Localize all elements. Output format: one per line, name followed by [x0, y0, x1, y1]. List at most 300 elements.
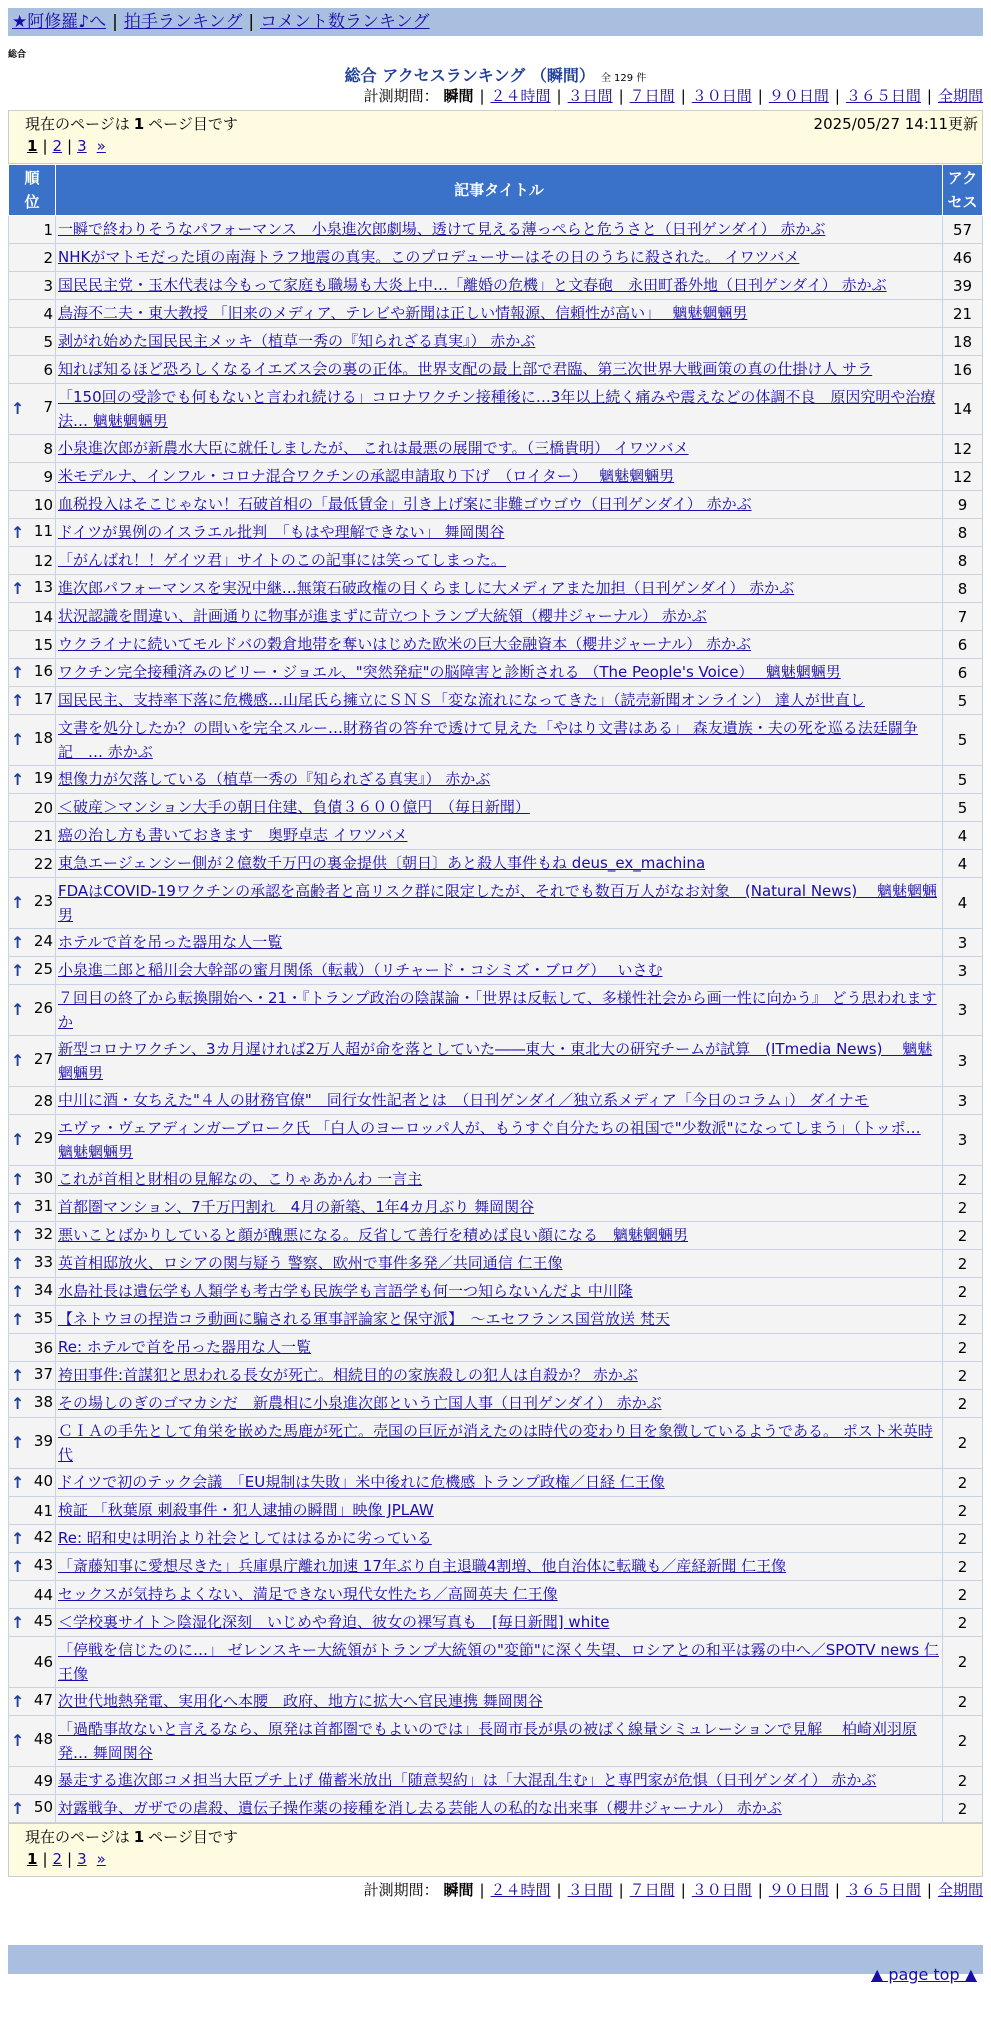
rank-number: 14: [33, 607, 53, 626]
access-count: 12: [943, 435, 983, 463]
title-cell: [56, 300, 943, 328]
table-row: [9, 547, 983, 575]
section-label: 総合: [8, 50, 27, 60]
up-arrow-icon: ↑: [11, 1000, 25, 1019]
access-count: 5: [943, 715, 983, 766]
rank-cell: [9, 1525, 56, 1553]
rank-cell: [9, 659, 56, 687]
rank-cell: [9, 929, 56, 957]
access-count: 2: [943, 1637, 983, 1688]
period-link-30d[interactable]: ３０日間: [691, 87, 752, 105]
page-current: 1: [27, 137, 38, 155]
period-link-3d[interactable]: ３日間: [567, 1881, 613, 1899]
table-row: [9, 929, 983, 957]
title-cell: [56, 631, 943, 659]
rank-number: 48: [33, 1730, 53, 1748]
rank-number: 17: [33, 689, 53, 708]
article-title-link[interactable]: Re: 昭和史は明治より社会としてははるかに劣っている: [58, 1529, 432, 1547]
table-row: [9, 1250, 983, 1278]
access-count: 2: [943, 1525, 983, 1553]
access-count: 2: [943, 1609, 983, 1637]
table-row: [9, 715, 983, 766]
title-cell: [56, 1250, 943, 1278]
access-count: 2: [943, 1767, 983, 1795]
ranking-table-body: [9, 216, 983, 1823]
rank-number: 15: [33, 635, 53, 654]
access-count: 8: [943, 575, 983, 603]
rank-number: 6: [43, 360, 53, 379]
up-arrow-icon: ↑: [11, 769, 25, 789]
period-link-24h[interactable]: ２４時間: [490, 1881, 551, 1899]
rank-cell: [9, 1362, 56, 1390]
rank-number: 19: [33, 768, 53, 787]
table-row: [9, 1334, 983, 1362]
access-count: 2: [943, 1469, 983, 1497]
article-title-link[interactable]: 袴田事件:首謀犯と思われる長女が死亡。相続目的の家族殺しの犯人は自殺か？ 赤かぶ: [58, 1366, 638, 1384]
period-link-all[interactable]: 全期間: [937, 1881, 983, 1899]
title-cell: [56, 1036, 943, 1087]
title-cell: [56, 1525, 943, 1553]
article-title-link[interactable]: 水島社長は遺伝学も人類学も考古学も民族学も言語学も何一つ知らないんだよ 中川隆: [58, 1282, 633, 1300]
access-count: 18: [943, 328, 983, 356]
up-arrow-icon: ↑: [11, 1433, 25, 1452]
page-next-link[interactable]: »: [96, 137, 106, 155]
up-arrow-icon: ↑: [11, 522, 25, 542]
up-arrow-icon: ↑: [11, 960, 25, 980]
article-title-link[interactable]: これが首相と財相の見解なの、こりゃあかんわ 一言主: [58, 1170, 423, 1188]
title-cell: [56, 356, 943, 384]
rank-number: 12: [33, 551, 53, 570]
rank-number: 23: [33, 892, 53, 910]
nav-link-applause-ranking[interactable]: 拍手ランキング: [123, 12, 243, 32]
article-title-link[interactable]: 対露戦争、ガザでの虐殺、遺伝子操作薬の接種を消し去る芸能人の私的な出来事（櫻井ジャーナル） 赤かぶ: [58, 1799, 782, 1817]
article-title-link[interactable]: 「停戦を信じたのに…」 ゼレンスキー大統領がトランプ大統領の"変節"に深く失望、ロシアとの和平は霧の中へ／SPOTV news 仁王像: [58, 1641, 939, 1683]
header-rank: 順 位: [9, 165, 56, 216]
access-count: 8: [943, 519, 983, 547]
rank-number: 20: [33, 798, 53, 817]
rank-cell: [9, 463, 56, 491]
title-cell: [56, 985, 943, 1036]
period-label: 計測期間：: [363, 1881, 439, 1899]
up-arrow-icon: ↑: [11, 578, 25, 598]
article-title-link[interactable]: 国民民主党・玉木代表は今もって家庭も職場も大炎上中…「離婚の危機」と文春砲 永田町番外地（日刊ゲンダイ） 赤かぶ: [58, 276, 887, 294]
up-arrow-icon: ↑: [11, 730, 25, 749]
article-title-link[interactable]: 進次郎パフォーマンスを実況中継…無策石破政権の目くらましに大メディアまた加担（日刊ゲンダイ） 赤かぶ: [58, 579, 795, 597]
access-count: 2: [943, 1716, 983, 1767]
article-title-link[interactable]: 癌の治し方も書いておきます 奥野卓志 イワツバメ: [58, 826, 408, 844]
article-title-link[interactable]: ＜破産＞マンション大手の朝日住建、負債３６００億円 （毎日新聞）: [58, 798, 530, 816]
table-row: [9, 463, 983, 491]
up-arrow-icon: ↑: [11, 1393, 25, 1413]
title-cell: [56, 328, 943, 356]
title-cell: [56, 659, 943, 687]
table-row: [9, 687, 983, 715]
up-arrow-icon: ↑: [11, 1281, 25, 1301]
title-cell: [56, 1222, 943, 1250]
table-header-row: [9, 165, 983, 216]
rank-cell: [9, 1278, 56, 1306]
rank-number: 49: [33, 1771, 53, 1790]
article-title-link[interactable]: 検証 「秋葉原 刺殺事件・犯人逮捕の瞬間」映像 JPLAW: [58, 1501, 434, 1519]
page-link-3[interactable]: 3: [77, 137, 87, 155]
article-title-link[interactable]: 悪いことばかりしていると顔が醜悪になる。反省して善行を積めば良い顔になる 魑魅魍魎男: [58, 1226, 689, 1244]
up-arrow-icon: ↑: [11, 1365, 25, 1385]
rank-number: 24: [33, 931, 53, 950]
table-row: [9, 272, 983, 300]
article-title-link[interactable]: 血税投入はそこじゃない！石破首相の「最低賃金」引き上げ案に非難ゴウゴウ（日刊ゲンダイ） 赤かぶ: [58, 495, 752, 513]
title-cell: [56, 1497, 943, 1525]
title-cell: [56, 1469, 943, 1497]
rank-cell: [9, 878, 56, 929]
article-title-link[interactable]: 中川に酒・女ちえた"４人の財務官僚" 同行女性記者とは （日刊ゲンダイ／独立系メディア「今日のコラム」） ダイナモ: [58, 1091, 869, 1109]
period-link-3d[interactable]: ３日間: [567, 87, 613, 105]
table-row: [9, 1194, 983, 1222]
up-arrow-icon: ↑: [11, 1798, 25, 1818]
rank-cell: [9, 384, 56, 435]
article-title-link[interactable]: 「がんばれ！！ゲイツ君」サイトのこの記事には笑ってしまった。: [58, 551, 506, 569]
table-row: [9, 957, 983, 985]
article-title-link[interactable]: ホテルで首を吊った器用な人一覧: [58, 933, 283, 951]
access-count: 2: [943, 1497, 983, 1525]
period-link-365d[interactable]: ３６５日間: [845, 87, 921, 105]
up-arrow-icon: ↑: [11, 399, 25, 418]
article-title-link[interactable]: ＣＩＡの手先として角栄を嵌めた馬鹿が死亡。売国の巨匠が消えたのは時代の変わり目を象徴しているようである。 ポスト米英時代: [58, 1422, 933, 1464]
rank-number: 30: [33, 1168, 53, 1187]
article-title-link[interactable]: FDAはCOVID-19ワクチンの承認を高齢者と高リスク群に限定したが、それでも数百万人がなお対象 (Natural News) 魑魅魍魎男: [58, 882, 937, 924]
article-title-link[interactable]: 英首相邸放火、ロシアの関与疑う 警察、欧州で事件多発／共同通信 仁王像: [58, 1254, 563, 1272]
access-count: 4: [943, 850, 983, 878]
access-count: 2: [943, 1166, 983, 1194]
access-count: 12: [943, 463, 983, 491]
title-cell: [56, 1390, 943, 1418]
title-cell: [56, 929, 943, 957]
rank-number: 33: [33, 1252, 53, 1271]
table-row: [9, 850, 983, 878]
table-row: [9, 519, 983, 547]
title-cell: [56, 603, 943, 631]
article-title-link[interactable]: 国民民主、支持率下落に危機感…山尾氏ら擁立にＳＮＳ「変な流れになってきた」（読売新聞オンライン） 達人が世直し: [58, 691, 865, 709]
table-row: [9, 1525, 983, 1553]
article-title-link[interactable]: 剥がれ始めた国民民主メッキ（植草一秀の『知られざる真実』） 赤かぶ: [58, 332, 536, 350]
title-cell: [56, 1362, 943, 1390]
period-link-30d[interactable]: ３０日間: [691, 1881, 752, 1899]
table-row: [9, 631, 983, 659]
rank-cell: [9, 822, 56, 850]
table-row: [9, 328, 983, 356]
rank-cell: [9, 631, 56, 659]
rank-number: 28: [33, 1091, 53, 1110]
article-title-link[interactable]: 「過酷事故ないと言えるなら、原発は首都圏でもよいのでは」長岡市長が県の被ばく線量シミュレーションで見解 柏崎刈羽原発… 舞岡関谷: [58, 1720, 917, 1762]
rank-number: 3: [43, 276, 53, 295]
period-link-90d[interactable]: ９０日間: [768, 1881, 829, 1899]
table-row: [9, 985, 983, 1036]
table-row: [9, 794, 983, 822]
table-row: [9, 1115, 983, 1166]
article-title-link[interactable]: Re: ホテルで首を吊った器用な人一覧: [58, 1338, 312, 1356]
title-cell: [56, 519, 943, 547]
rank-number: 13: [33, 577, 53, 596]
rank-cell: [9, 547, 56, 575]
period-selector-bottom: 計測期間： 瞬間 | ２４時間 | ３日間 | ７日間 | ３０日間 | ９０日間 | ３６５日間 | 全期間: [363, 1881, 983, 1899]
access-count: 6: [943, 631, 983, 659]
article-title-link[interactable]: エヴァ・ヴェアディンガーブローク氏 「白人のヨーロッパ人が、もうすぐ自分たちの祖国で"少数派"になってしまう」（トッポ… 魑魅魍魎男: [58, 1119, 921, 1161]
ranking-title: 総合 アクセスランキング （瞬間）: [344, 66, 595, 85]
title-cell: [56, 435, 943, 463]
up-arrow-icon: ↑: [11, 1051, 25, 1070]
up-arrow-icon: ↑: [11, 1197, 25, 1217]
access-count: 6: [943, 659, 983, 687]
rank-number: 38: [33, 1392, 53, 1411]
table-row: [9, 1581, 983, 1609]
table-row: [9, 1609, 983, 1637]
access-count: 2: [943, 1688, 983, 1716]
paging-box-bottom: [8, 1823, 983, 1877]
table-row: [9, 356, 983, 384]
nav-link-ashura-home[interactable]: ★阿修羅♪へ: [12, 12, 107, 32]
up-arrow-icon: ↑: [11, 690, 25, 710]
table-row: [9, 1688, 983, 1716]
title-cell: [56, 878, 943, 929]
pagination-bottom: 1 | 2 | 3 »: [27, 1850, 106, 1868]
title-cell: [56, 957, 943, 985]
article-title-link[interactable]: ドイツで初のテック会議 「EU規制は失敗」米中後れに危機感 トランプ政権／日経 仁王像: [58, 1473, 665, 1491]
up-arrow-icon: ↑: [11, 1130, 25, 1149]
article-title-link[interactable]: 東急エージェンシー側が２億数千万円の裏金提供〔朝日〕あと殺人事件もね deus_ex_machina: [58, 854, 706, 872]
rank-number: 18: [33, 729, 53, 747]
rank-number: 50: [33, 1797, 53, 1816]
access-count: 2: [943, 1390, 983, 1418]
article-title-link[interactable]: 次世代地熱発電、実用化へ本腰 政府、地方に拡大へ官民連携 舞岡関谷: [58, 1692, 543, 1710]
article-title-link[interactable]: 鳥海不二夫・東大教授 「旧来のメディア、テレビや新聞は正しい情報源、信頼性が高い」 魑魅魍魎男: [58, 304, 748, 322]
table-row: [9, 1166, 983, 1194]
up-arrow-icon: ↑: [11, 1691, 25, 1711]
article-title-link[interactable]: 一瞬で終わりそうなパフォーマンス 小泉進次郎劇場、透けて見える薄っぺらと危うさと（日刊ゲンダイ） 赤かぶ: [58, 220, 826, 238]
period-link-365d[interactable]: ３６５日間: [845, 1881, 921, 1899]
page-link-3[interactable]: 3: [77, 1850, 87, 1868]
article-title-link[interactable]: ＜学校裏サイト＞陰湿化深刻 いじめや脅迫、彼女の裸写真も [毎日新聞] white: [58, 1613, 610, 1631]
rank-number: 16: [33, 661, 53, 680]
rank-cell: [9, 1469, 56, 1497]
period-link-7d[interactable]: ７日間: [629, 87, 675, 105]
rank-number: 37: [33, 1364, 53, 1383]
title-cell: [56, 547, 943, 575]
rank-cell: [9, 1115, 56, 1166]
rank-cell: [9, 1767, 56, 1795]
ranking-title-block: [0, 63, 991, 86]
title-cell: [56, 384, 943, 435]
table-row: [9, 1222, 983, 1250]
title-cell: [56, 822, 943, 850]
title-cell: [56, 850, 943, 878]
rank-number: 26: [33, 999, 53, 1017]
article-title-link[interactable]: 「斎藤知事に愛想尽きた」兵庫県庁離れ加速 17年ぶり自主退職4割増、他自治体に転職も／産経新聞 仁王像: [58, 1557, 787, 1575]
rank-cell: [9, 300, 56, 328]
period-link-7d[interactable]: ７日間: [629, 1881, 675, 1899]
article-title-link[interactable]: セックスが気持ちよくない、満足できない現代女性たち／高岡英夫 仁王像: [58, 1585, 558, 1603]
title-cell: [56, 463, 943, 491]
rank-cell: [9, 1553, 56, 1581]
table-row: [9, 1036, 983, 1087]
rank-cell: [9, 1250, 56, 1278]
access-count: 2: [943, 1581, 983, 1609]
access-count: 2: [943, 1795, 983, 1823]
up-arrow-icon: ↑: [11, 662, 25, 682]
rank-cell: [9, 1497, 56, 1525]
table-row: [9, 659, 983, 687]
period-link-90d[interactable]: ９０日間: [768, 87, 829, 105]
table-row: [9, 822, 983, 850]
article-title-link[interactable]: ウクライナに続いてモルドバの穀倉地帯を奪いはじめた欧米の巨大金融資本（櫻井ジャーナル） 赤かぶ: [58, 635, 751, 653]
title-cell: [56, 1637, 943, 1688]
up-arrow-icon: ↑: [11, 893, 25, 912]
title-cell: [56, 1581, 943, 1609]
page-current: 1: [27, 1850, 38, 1868]
article-title-link[interactable]: 新型コロナワクチン、3カ月遅ければ2万人超が命を落としていた――東大・東北大の研究チームが試算 (ITmedia News) 魑魅魍魎男: [58, 1040, 933, 1082]
title-cell: [56, 1767, 943, 1795]
page-top-link[interactable]: ▲ page top ▲: [870, 1965, 977, 1984]
title-cell: [56, 1688, 943, 1716]
access-count: 2: [943, 1362, 983, 1390]
access-count: 3: [943, 985, 983, 1036]
rank-cell: [9, 1390, 56, 1418]
rank-cell: [9, 1194, 56, 1222]
footer-bar: [8, 1945, 983, 1984]
period-link-24h[interactable]: ２４時間: [490, 87, 551, 105]
up-arrow-icon: ↑: [11, 1528, 25, 1548]
paging-status-bottom: 現在のページは 1 ページ目です: [25, 1828, 238, 1846]
rank-number: 35: [33, 1308, 53, 1327]
title-cell: [56, 244, 943, 272]
period-current: 瞬間: [443, 1881, 474, 1899]
title-cell: [56, 1418, 943, 1469]
rank-number: 21: [33, 826, 53, 845]
up-arrow-icon: ↑: [11, 1169, 25, 1189]
access-count: 3: [943, 1115, 983, 1166]
rank-cell: [9, 491, 56, 519]
period-label: 計測期間：: [363, 87, 439, 105]
rank-number: 7: [43, 398, 53, 416]
access-count: 2: [943, 1306, 983, 1334]
access-count: 2: [943, 1418, 983, 1469]
paging-box-top: [8, 110, 983, 164]
article-title-link[interactable]: 米モデルナ、インフル・コロナ混合ワクチンの承認申請取り下げ （ロイター） 魑魅魍魎男: [58, 467, 675, 485]
title-cell: [56, 687, 943, 715]
title-cell: [56, 1609, 943, 1637]
rank-cell: [9, 519, 56, 547]
top-navbar: [8, 8, 983, 36]
rank-number: 43: [33, 1555, 53, 1574]
table-row: [9, 300, 983, 328]
table-row: [9, 1418, 983, 1469]
rank-number: 4: [43, 304, 53, 323]
access-count: 4: [943, 822, 983, 850]
title-cell: [56, 766, 943, 794]
rank-cell: [9, 1334, 56, 1362]
article-title-link[interactable]: その場しのぎのゴマカシだ 新農相に小泉進次郎という亡国人事（日刊ゲンダイ） 赤かぶ: [58, 1394, 662, 1412]
article-title-link[interactable]: 小泉進次郎が新農水大臣に就任しましたが、 これは最悪の展開です。（三橋貴明） イワツバメ: [58, 439, 689, 457]
title-cell: [56, 794, 943, 822]
rank-cell: [9, 1688, 56, 1716]
rank-number: 11: [33, 521, 53, 540]
article-title-link[interactable]: 知れば知るほど恐ろしくなるイエズス会の裏の正体。世界支配の最上部で君臨、第三次世界大戦画策の真の仕掛け人 サラ: [58, 360, 873, 378]
period-link-all[interactable]: 全期間: [937, 87, 983, 105]
title-cell: [56, 715, 943, 766]
access-count: 57: [943, 216, 983, 244]
up-arrow-icon: ↑: [11, 1253, 25, 1273]
rank-cell: [9, 356, 56, 384]
nav-link-comment-ranking[interactable]: コメント数ランキング: [260, 12, 430, 32]
rank-cell: [9, 435, 56, 463]
title-cell: [56, 1334, 943, 1362]
access-count: 46: [943, 244, 983, 272]
access-count: 3: [943, 1087, 983, 1115]
page-link-2[interactable]: 2: [52, 137, 63, 155]
rank-cell: [9, 1637, 56, 1688]
article-title-link[interactable]: NHKがマトモだった頃の南海トラフ地震の真実。このプロデューサーはその日のうちに殺された。 イワツバメ: [58, 248, 800, 266]
access-count: 2: [943, 1334, 983, 1362]
table-row: [9, 766, 983, 794]
rank-number: 45: [33, 1611, 53, 1630]
rank-number: 40: [33, 1471, 53, 1490]
article-title-link[interactable]: 想像力が欠落している（植草一秀の『知られざる真実』） 赤かぶ: [58, 770, 491, 788]
rank-cell: [9, 1087, 56, 1115]
rank-number: 10: [33, 495, 53, 514]
paging-status: 現在のページは 1 ページ目です: [25, 115, 238, 133]
table-row: [9, 244, 983, 272]
article-title-link[interactable]: 【ネトウヨの捏造コラ動画に騙される軍事評論家と保守派】 ～エセフランス国営放送 梵天: [58, 1310, 670, 1328]
nav-separator: |: [112, 12, 118, 32]
table-row: [9, 1553, 983, 1581]
article-title-link[interactable]: 文書を処分したか？の問いを完全スルー…財務省の答弁で透けて見えた「やはり文書はある」 森友遺族・夫の死を巡る法廷闘争記 … 赤かぶ: [58, 719, 918, 761]
rank-cell: [9, 985, 56, 1036]
article-title-link[interactable]: 首都圏マンション、7千万円割れ 4月の新築、1年4カ月ぶり 舞岡関谷: [58, 1198, 535, 1216]
access-count: 7: [943, 603, 983, 631]
table-row: [9, 878, 983, 929]
rank-cell: [9, 244, 56, 272]
rank-cell: [9, 1418, 56, 1469]
up-arrow-icon: ↑: [11, 1731, 25, 1750]
article-title-link[interactable]: ワクチン完全接種済みのビリー・ジョエル、"突然発症"の脳障害と診断される （The People's Voice） 魑魅魍魎男: [58, 663, 841, 681]
access-count: 5: [943, 794, 983, 822]
rank-cell: [9, 1036, 56, 1087]
title-cell: [56, 1087, 943, 1115]
access-count: 2: [943, 1250, 983, 1278]
page-link-2[interactable]: 2: [52, 1850, 63, 1868]
access-count: 8: [943, 547, 983, 575]
table-row: [9, 1469, 983, 1497]
table-row: [9, 1795, 983, 1823]
rank-cell: [9, 1306, 56, 1334]
rank-cell: [9, 1166, 56, 1194]
updated-timestamp: 2025/05/27 14:11更新: [813, 115, 978, 133]
access-count: 2: [943, 1553, 983, 1581]
rank-cell: [9, 272, 56, 300]
access-count: 3: [943, 957, 983, 985]
title-cell: [56, 1115, 943, 1166]
rank-cell: [9, 575, 56, 603]
table-row: [9, 1087, 983, 1115]
article-title-link[interactable]: 小泉進二郎と稲川会大幹部の蜜月関係（転載）（リチャード・コシミズ・ブログ） いさむ: [58, 961, 663, 979]
article-title-link[interactable]: ７回目の終了から転換開始へ・21・『トランプ政治の陰謀論・「世界は反転して、多様性社会から画一性に向かう』 どう思われますか: [58, 989, 937, 1031]
article-title-link[interactable]: ドイツが異例のイスラエル批判 「もはや理解できない」 舞岡関谷: [58, 523, 505, 541]
article-title-link[interactable]: 状況認識を間違い、計画通りに物事が進まずに苛立つトランプ大統領（櫻井ジャーナル） 赤かぶ: [58, 607, 707, 625]
page-next-link[interactable]: »: [96, 1850, 106, 1868]
rank-number: 25: [33, 959, 53, 978]
title-cell: [56, 216, 943, 244]
article-title-link[interactable]: 「150回の受診でも何もないと言われ続ける」コロナワクチン接種後に…3年以上続く痛みや震えなどの体調不良 原因究明や治療法… 魑魅魍魎男: [58, 388, 936, 430]
article-title-link[interactable]: 暴走する進次郎コメ担当大臣プチ上げ 備蓄米放出「随意契約」は「大混乱生む」と専門家が危惧（日刊ゲンダイ） 赤かぶ: [58, 1771, 877, 1789]
header-title: 記事タイトル: [56, 165, 943, 216]
